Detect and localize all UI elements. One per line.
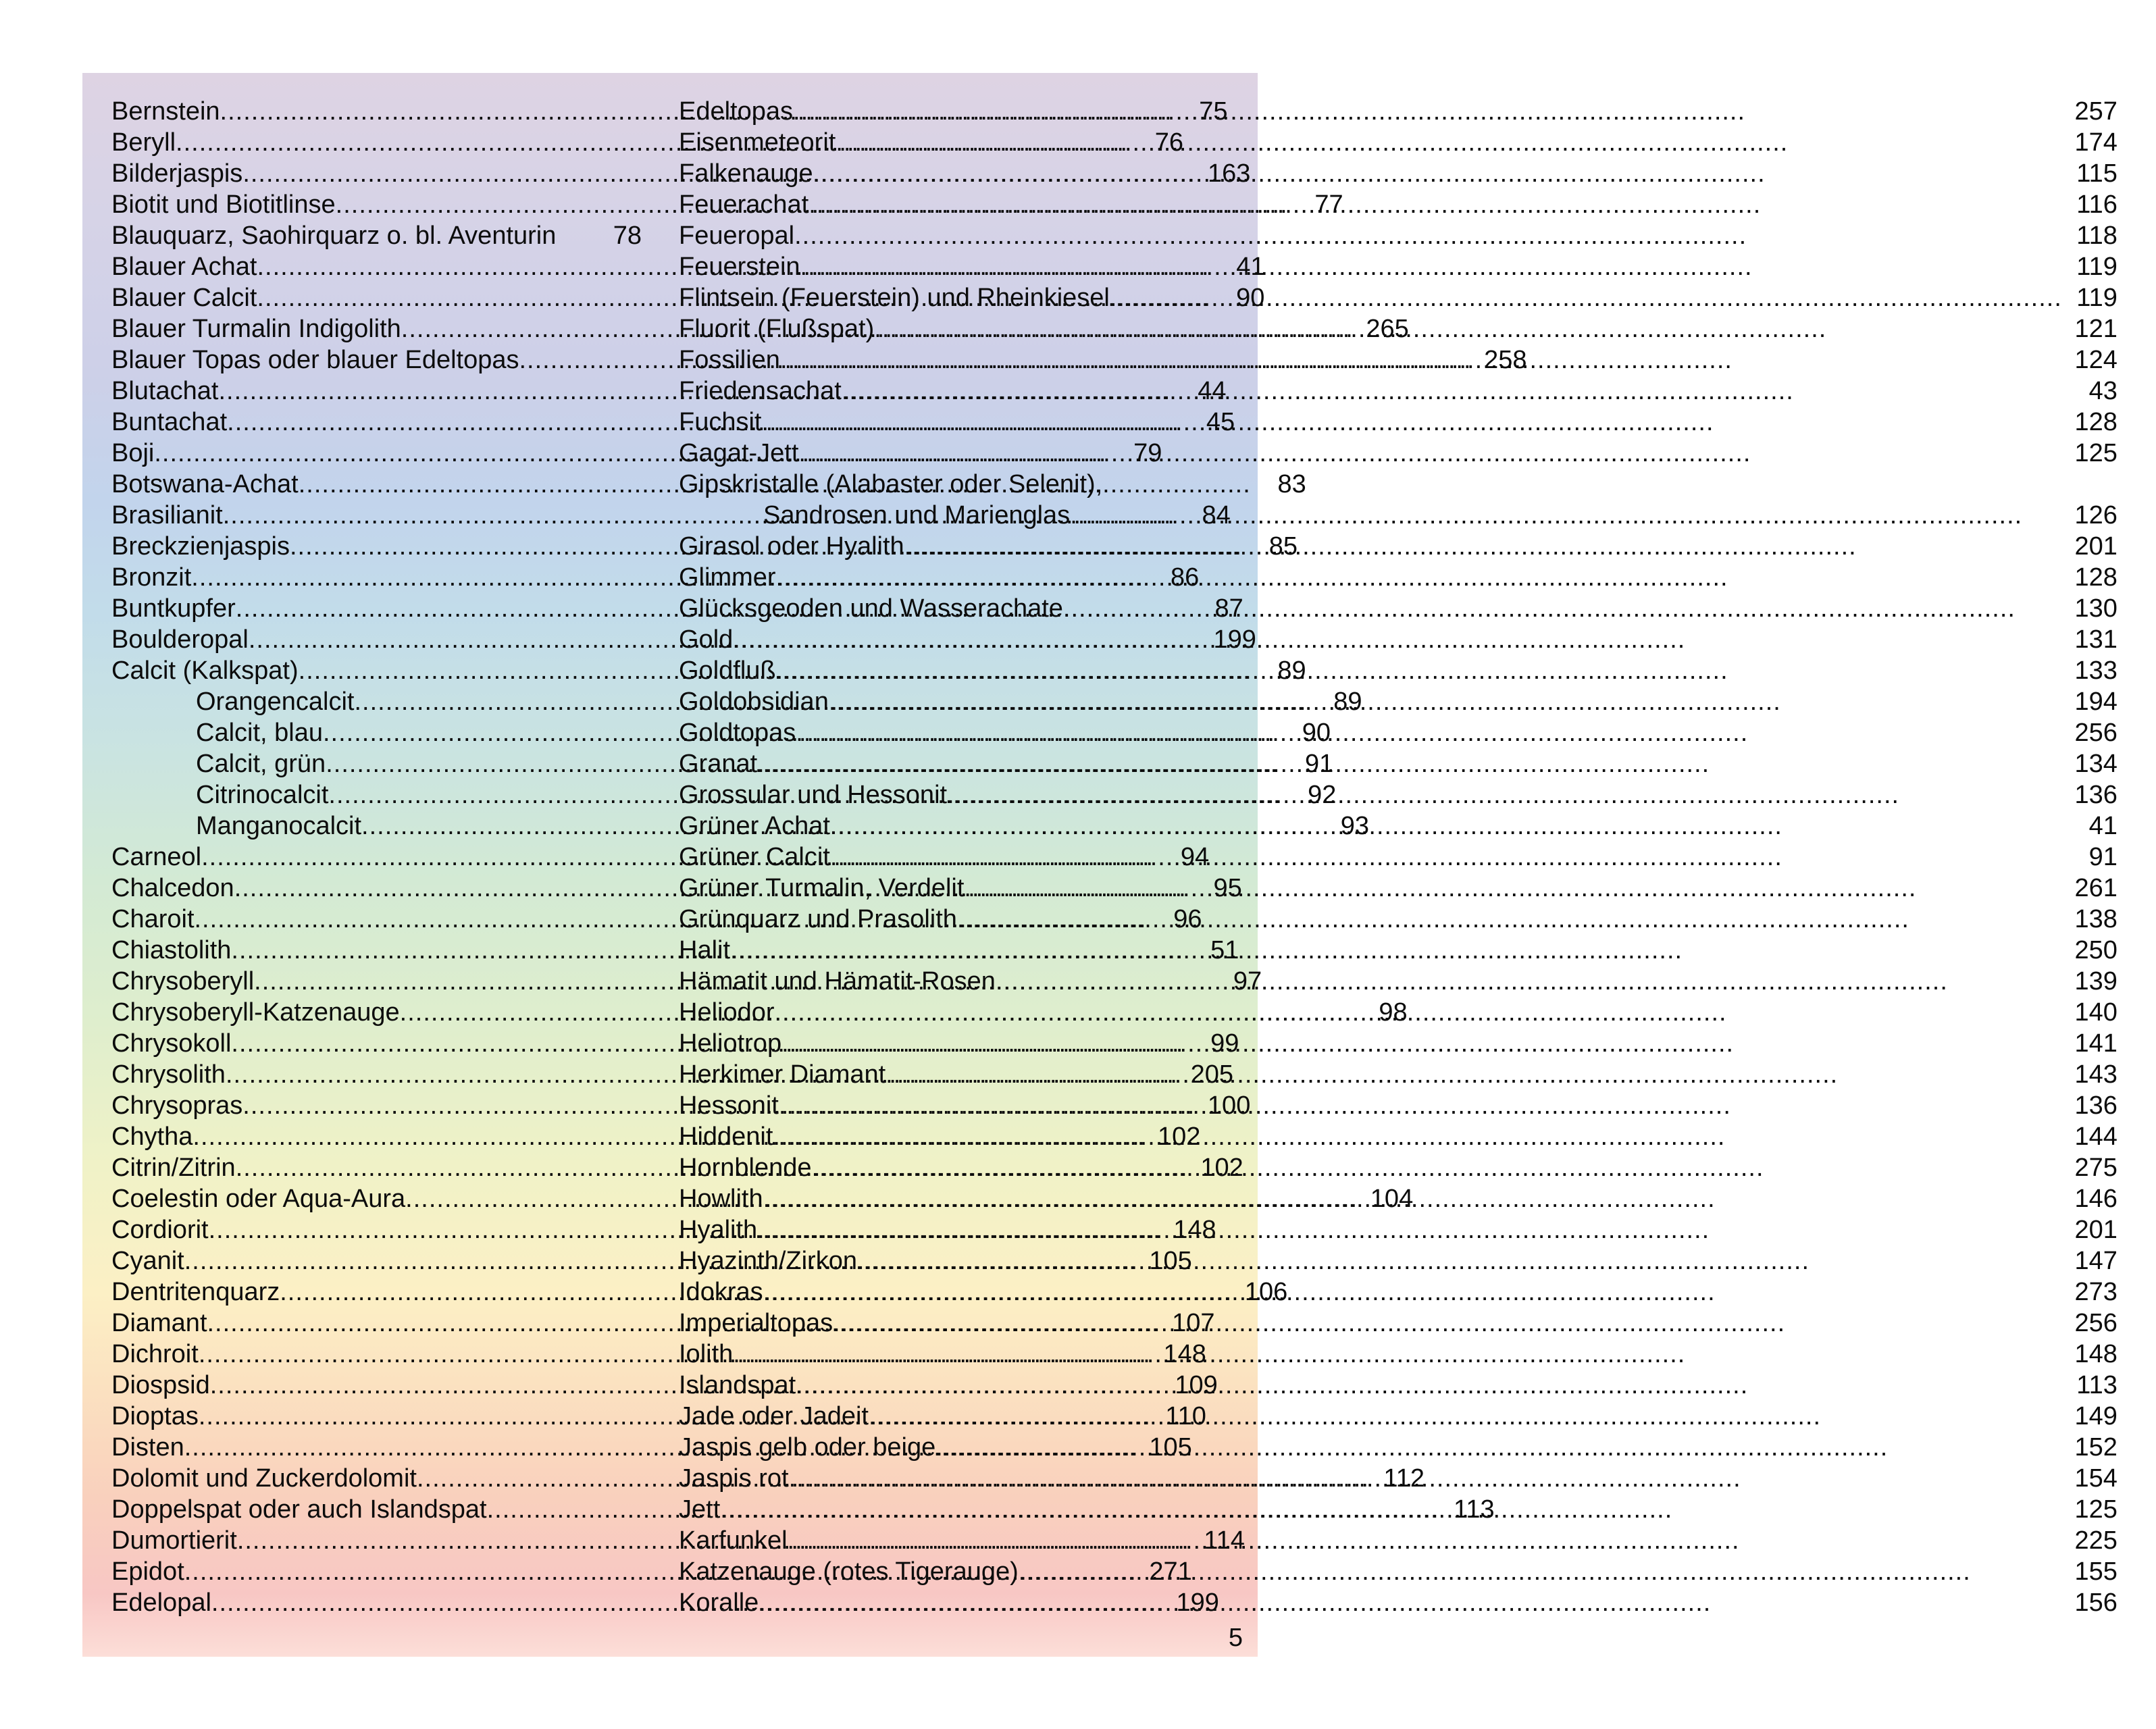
entry-label: Edeltopas bbox=[679, 97, 794, 126]
entry-label: Friedensachat bbox=[679, 377, 842, 405]
entry-page-number: 75 bbox=[1199, 97, 1228, 126]
dot-leader bbox=[800, 251, 2062, 282]
entry-page-number: 155 bbox=[2074, 1557, 2118, 1586]
entry-label: Dolomit und Zuckerdolomit bbox=[111, 1464, 417, 1493]
entry-label: Blauer Turmalin Indigolith bbox=[111, 315, 401, 343]
entry-label: Bernstein bbox=[111, 97, 220, 126]
index-page-sheet bbox=[82, 73, 2118, 1657]
entry-label: Bronzit bbox=[111, 563, 192, 592]
entry-page-number: 146 bbox=[2074, 1185, 2118, 1213]
index-entry bbox=[679, 562, 2118, 593]
dot-leader bbox=[776, 562, 2062, 593]
dot-leader bbox=[935, 1432, 2062, 1463]
index-entry bbox=[679, 873, 2118, 904]
entry-page-number: 174 bbox=[2074, 128, 2118, 157]
entry-label: Fossilien bbox=[679, 346, 780, 374]
entry-page-number: 41 bbox=[2088, 812, 2118, 840]
entry-page-number: 113 bbox=[2076, 1371, 2118, 1399]
entry-page-number: 102 bbox=[1158, 1122, 1201, 1151]
index-entry bbox=[679, 1494, 2118, 1525]
index-entry bbox=[679, 1245, 2118, 1276]
dot-leader bbox=[830, 842, 2062, 873]
entry-label: Diamant bbox=[111, 1309, 207, 1337]
entry-page-number: 250 bbox=[2074, 936, 2118, 964]
entry-page-number: 97 bbox=[1233, 967, 1262, 996]
entry-label: Cyanit bbox=[111, 1247, 184, 1275]
entry-label: Chytha bbox=[111, 1122, 193, 1151]
entry-page-number: 144 bbox=[2074, 1122, 2118, 1151]
index-entry bbox=[679, 344, 2118, 376]
entry-page-number: 109 bbox=[1175, 1371, 1218, 1399]
dot-leader bbox=[757, 748, 2062, 779]
entry-page-number: 87 bbox=[1214, 594, 1243, 623]
entry-label: Charoit bbox=[111, 905, 195, 933]
entry-label: Koralle bbox=[679, 1589, 759, 1617]
entry-label: Goldobsidian bbox=[679, 688, 829, 716]
entry-label: Dioptas bbox=[111, 1402, 199, 1430]
entry-label: Diospsid bbox=[111, 1371, 210, 1399]
entry-label: Buntachat bbox=[111, 408, 228, 436]
entry-page-number: 136 bbox=[2074, 1091, 2118, 1120]
entry-label: Jade oder Jadeit bbox=[679, 1402, 869, 1430]
index-entry bbox=[679, 779, 2118, 810]
dot-leader bbox=[1110, 282, 2062, 313]
dot-leader bbox=[904, 531, 2062, 562]
index-entry bbox=[679, 1587, 2118, 1618]
entry-label: Blauer Calcit bbox=[111, 284, 257, 312]
entry-label: Beryll bbox=[111, 128, 176, 157]
entry-page-number: 93 bbox=[1340, 812, 1370, 840]
entry-page-number: 105 bbox=[1149, 1433, 1192, 1462]
dot-leader bbox=[794, 220, 2062, 251]
index-entry bbox=[679, 313, 2118, 344]
dot-leader bbox=[833, 1308, 2062, 1339]
entry-page-number: 148 bbox=[1163, 1340, 1206, 1368]
entry-label: Chrysokoll bbox=[111, 1029, 232, 1058]
entry-label: Gipskristalle (Alabaster oder Selenit), bbox=[679, 470, 1103, 498]
entry-page-number: 110 bbox=[1165, 1402, 1206, 1430]
entry-page-number: 114 bbox=[1204, 1526, 1245, 1555]
entry-page-number: 95 bbox=[1213, 874, 1242, 902]
entry-label: Grüner Achat bbox=[679, 812, 830, 840]
entry-page-number: 78 bbox=[613, 222, 642, 250]
entry-page-number: 133 bbox=[2074, 656, 2118, 685]
index-entry bbox=[679, 96, 2118, 127]
index-entry bbox=[679, 624, 2118, 655]
dot-leader bbox=[964, 873, 2061, 904]
entry-page-number: 119 bbox=[2076, 284, 2118, 312]
dot-leader bbox=[829, 686, 2062, 717]
entry-label: Katzenauge (rotes Tigerauge) bbox=[679, 1557, 1019, 1586]
entry-label: Jaspis gelb oder beige bbox=[679, 1433, 936, 1462]
entry-page-number: 92 bbox=[1308, 781, 1337, 809]
entry-page-number: 256 bbox=[2074, 1309, 2118, 1337]
entry-label: Cordiorit bbox=[111, 1216, 209, 1244]
index-entry bbox=[679, 282, 2118, 313]
entry-page-number: 94 bbox=[1180, 843, 1210, 871]
dot-leader bbox=[957, 904, 2062, 935]
entry-page-number: 118 bbox=[2076, 222, 2118, 250]
entry-label: Hiddenit bbox=[679, 1122, 773, 1151]
dot-leader bbox=[776, 655, 2062, 686]
index-entry bbox=[679, 1276, 2118, 1308]
index-entry bbox=[679, 904, 2118, 935]
entry-label: Doppelspat oder auch Islandspat bbox=[111, 1495, 487, 1524]
entry-label: Glimmer bbox=[679, 563, 776, 592]
index-entry bbox=[679, 686, 2118, 717]
index-entry bbox=[679, 469, 2118, 500]
entry-label: Chrysoberyll bbox=[111, 967, 255, 996]
entry-page-number: 138 bbox=[2074, 905, 2118, 933]
dot-leader bbox=[730, 935, 2062, 966]
index-entry bbox=[679, 500, 2118, 531]
index-entry bbox=[679, 966, 2118, 997]
index-column-right bbox=[661, 73, 2156, 1657]
index-entry bbox=[679, 1339, 2118, 1370]
index-entry bbox=[679, 1028, 2118, 1059]
entry-label: Imperialtopas bbox=[679, 1309, 833, 1337]
entry-label: Grünquarz und Prasolith bbox=[679, 905, 957, 933]
index-entry bbox=[679, 1059, 2118, 1090]
dot-leader bbox=[779, 1090, 2062, 1121]
entry-page-number: 91 bbox=[2088, 843, 2118, 871]
index-entry bbox=[679, 935, 2118, 966]
dot-leader bbox=[869, 1401, 2062, 1432]
entry-label: Hyazinth/Zirkon bbox=[679, 1247, 857, 1275]
dot-leader bbox=[798, 438, 2061, 469]
index-entry bbox=[679, 717, 2118, 748]
entry-label: Hyalith bbox=[679, 1216, 758, 1244]
entry-label: Blauquarz, Saohirquarz o. bl. Aventurin bbox=[111, 222, 557, 250]
index-entry bbox=[679, 1525, 2118, 1556]
entry-page-number: 275 bbox=[2074, 1154, 2118, 1182]
entry-page-number: 90 bbox=[1302, 719, 1331, 747]
entry-label: Disten bbox=[111, 1433, 184, 1462]
index-entry bbox=[679, 1401, 2118, 1432]
entry-label: Islandspat bbox=[679, 1371, 796, 1399]
entry-label: Flintsein (Feuerstein) und Rheinkiesel bbox=[679, 284, 1110, 312]
entry-label: Jaspis rot bbox=[679, 1464, 789, 1493]
entry-page-number: 84 bbox=[1202, 501, 1231, 530]
dot-leader bbox=[1070, 500, 2062, 531]
entry-page-number: 273 bbox=[2074, 1278, 2118, 1306]
entry-page-number: 89 bbox=[1277, 656, 1306, 685]
entry-label: Blauer Topas oder blauer Edeltopas bbox=[111, 346, 519, 374]
entry-label: Feuerachat bbox=[679, 190, 809, 219]
entry-label: Hornblende bbox=[679, 1154, 812, 1182]
entry-page-number: 128 bbox=[2074, 408, 2118, 436]
entry-label: Dichroit bbox=[111, 1340, 199, 1368]
dot-leader bbox=[886, 1059, 2062, 1090]
dot-leader bbox=[796, 717, 2062, 748]
index-entry bbox=[679, 1556, 2118, 1587]
entry-label: Coelestin oder Aqua-Aura bbox=[111, 1185, 406, 1213]
entry-page-number: 201 bbox=[2074, 532, 2118, 561]
entry-page-number: 106 bbox=[1244, 1278, 1288, 1306]
index-entry bbox=[679, 997, 2118, 1028]
dot-leader bbox=[759, 1587, 2062, 1618]
entry-page-number: 136 bbox=[2074, 781, 2118, 809]
dot-leader bbox=[1063, 593, 2062, 624]
entry-page-number: 76 bbox=[1154, 128, 1184, 157]
entry-label: Gold bbox=[679, 625, 734, 654]
entry-page-number: 91 bbox=[1304, 750, 1334, 778]
dot-leader bbox=[763, 1276, 2062, 1308]
entry-page-number: 96 bbox=[1173, 905, 1202, 933]
dot-leader bbox=[830, 810, 2062, 842]
dot-leader bbox=[781, 1028, 2062, 1059]
entry-page-number: 140 bbox=[2074, 998, 2118, 1027]
index-entry bbox=[679, 158, 2118, 189]
entry-page-number: 83 bbox=[1277, 470, 1306, 498]
entry-page-number: 257 bbox=[2074, 97, 2118, 126]
entry-page-number: 163 bbox=[1207, 159, 1251, 188]
dot-leader bbox=[789, 1463, 2062, 1494]
entry-label: Brasilianit bbox=[111, 501, 223, 530]
dot-leader bbox=[733, 624, 2062, 655]
index-entry bbox=[679, 655, 2118, 686]
entry-label: Jett bbox=[679, 1495, 721, 1524]
entry-page-number: 261 bbox=[2074, 874, 2118, 902]
entry-page-number: 152 bbox=[2074, 1433, 2118, 1462]
dot-leader bbox=[811, 1152, 2061, 1183]
entry-page-number: 139 bbox=[2074, 967, 2118, 996]
entry-label: Calcit, blau bbox=[196, 719, 323, 747]
entry-page-number: 256 bbox=[2074, 719, 2118, 747]
index-entry bbox=[679, 251, 2118, 282]
entry-label: Gagat-Jett bbox=[679, 439, 799, 467]
entry-page-number: 125 bbox=[2074, 1495, 2118, 1524]
index-entry bbox=[679, 593, 2118, 624]
entry-page-number: 156 bbox=[2074, 1589, 2118, 1617]
entry-label: Biotit und Biotitlinse bbox=[111, 190, 336, 219]
entry-page-number: 86 bbox=[1171, 563, 1200, 592]
index-entry bbox=[679, 1152, 2118, 1183]
entry-page-number: 41 bbox=[1236, 253, 1265, 281]
entry-page-number: 126 bbox=[2074, 501, 2118, 530]
entry-page-number: 124 bbox=[2074, 346, 2118, 374]
entry-page-number: 130 bbox=[2074, 594, 2118, 623]
index-entry bbox=[679, 220, 2118, 251]
entry-page-number: 113 bbox=[1454, 1495, 1495, 1524]
dot-leader bbox=[793, 96, 2062, 127]
index-entry bbox=[679, 842, 2118, 873]
index-entry bbox=[679, 438, 2118, 469]
dot-leader bbox=[947, 779, 2062, 810]
entry-page-number: 225 bbox=[2074, 1526, 2118, 1555]
dot-leader bbox=[996, 966, 2062, 997]
entry-page-number: 149 bbox=[2074, 1402, 2118, 1430]
entry-label: Manganocalcit bbox=[196, 812, 362, 840]
index-entry bbox=[679, 748, 2118, 779]
entry-page-number: 102 bbox=[1200, 1154, 1243, 1182]
entry-label: Feuerstein bbox=[679, 253, 800, 281]
entry-page-number: 199 bbox=[1213, 625, 1256, 654]
entry-label: Chrysolith bbox=[111, 1060, 226, 1089]
index-entry bbox=[679, 1214, 2118, 1245]
dot-leader bbox=[757, 1214, 2062, 1245]
entry-page-number: 125 bbox=[2074, 439, 2118, 467]
index-entry bbox=[679, 1370, 2118, 1401]
entry-label: Buntkupfer bbox=[111, 594, 236, 623]
dot-leader bbox=[874, 313, 2062, 344]
entry-page-number: 100 bbox=[1207, 1091, 1251, 1120]
entry-label: Heliodor bbox=[679, 998, 775, 1027]
dot-leader bbox=[720, 1494, 2062, 1525]
index-entry bbox=[679, 407, 2118, 438]
entry-label: Feueropal bbox=[679, 222, 795, 250]
entry-label: Citrinocalcit bbox=[196, 781, 329, 809]
entry-page-number: 148 bbox=[1173, 1216, 1216, 1244]
index-entry bbox=[679, 189, 2118, 220]
entry-page-number: 265 bbox=[1366, 315, 1409, 343]
index-entry bbox=[679, 531, 2118, 562]
entry-label: Botswana-Achat bbox=[111, 470, 299, 498]
entry-label: Goldfluß bbox=[679, 656, 776, 685]
dot-leader bbox=[733, 1339, 2062, 1370]
entry-page-number: 90 bbox=[1236, 284, 1265, 312]
entry-page-number: 51 bbox=[1210, 936, 1239, 964]
entry-label: Calcit (Kalkspat) bbox=[111, 656, 299, 685]
entry-page-number: 119 bbox=[2076, 253, 2118, 281]
dot-leader bbox=[775, 997, 2062, 1028]
entry-page-number: 258 bbox=[1484, 346, 1527, 374]
entry-label: Calcit, grün bbox=[196, 750, 326, 778]
entry-page-number: 143 bbox=[2074, 1060, 2118, 1089]
entry-label: Blauer Achat bbox=[111, 253, 257, 281]
entry-label: Dumortierit bbox=[111, 1526, 237, 1555]
entry-page-number: 99 bbox=[1210, 1029, 1239, 1058]
index-entry bbox=[679, 1432, 2118, 1463]
entry-label: Howlith bbox=[679, 1185, 763, 1213]
entry-label: Chiastolith bbox=[111, 936, 232, 964]
entry-label: Girasol oder Hyalith bbox=[679, 532, 904, 561]
entry-label: Chalcedon bbox=[111, 874, 234, 902]
entry-page-number: 141 bbox=[2074, 1029, 2118, 1058]
entry-label: Breckzienjaspis bbox=[111, 532, 290, 561]
dot-leader bbox=[857, 1245, 2062, 1276]
entry-page-number: 205 bbox=[1190, 1060, 1233, 1089]
entry-label: Boulderopal bbox=[111, 625, 249, 654]
index-entry bbox=[679, 1183, 2118, 1214]
entry-page-number: 79 bbox=[1133, 439, 1162, 467]
entry-label: Heliotrop bbox=[679, 1029, 782, 1058]
entry-page-number: 77 bbox=[1314, 190, 1343, 219]
index-entry bbox=[111, 220, 642, 251]
page-number-folio: 5 bbox=[1228, 1624, 1243, 1652]
entry-page-number: 105 bbox=[1149, 1247, 1192, 1275]
entry-label: Karfunkel bbox=[679, 1526, 788, 1555]
entry-label: Epidot bbox=[111, 1557, 184, 1586]
entry-label: Edelopal bbox=[111, 1589, 211, 1617]
entry-page-number: 44 bbox=[1198, 377, 1227, 405]
entry-label: Hessonit bbox=[679, 1091, 779, 1120]
entry-label: Grüner Calcit bbox=[679, 843, 830, 871]
entry-label: Dentritenquarz bbox=[111, 1278, 280, 1306]
entry-label: Herkimer Diamant bbox=[679, 1060, 886, 1089]
index-entry bbox=[679, 810, 2118, 842]
entry-label: Iolith bbox=[679, 1340, 734, 1368]
dot-leader bbox=[836, 127, 2062, 158]
entry-page-number: 121 bbox=[2074, 315, 2118, 343]
entry-page-number: 271 bbox=[1149, 1557, 1192, 1586]
entry-page-number: 85 bbox=[1268, 532, 1298, 561]
entry-page-number: 199 bbox=[1176, 1589, 1219, 1617]
entry-label: Orangencalcit bbox=[196, 688, 355, 716]
entry-label: Glücksgeoden und Wasserachate bbox=[679, 594, 1063, 623]
entry-label: Chrysoberyll-Katzenauge bbox=[111, 998, 400, 1027]
dot-leader bbox=[813, 158, 2062, 189]
entry-label: Falkenauge bbox=[679, 159, 813, 188]
entry-label: Chrysopras bbox=[111, 1091, 243, 1120]
index-entry bbox=[679, 1308, 2118, 1339]
entry-page-number: 194 bbox=[2074, 688, 2118, 716]
dot-leader bbox=[1019, 1556, 2062, 1587]
dot-leader bbox=[788, 1525, 2062, 1556]
entry-page-number: 104 bbox=[1370, 1185, 1414, 1213]
entry-page-number: 115 bbox=[2076, 159, 2118, 188]
entry-page-number: 98 bbox=[1379, 998, 1408, 1027]
entry-label: Sandrosen und Marienglas bbox=[763, 501, 1071, 530]
entry-page-number: 154 bbox=[2074, 1464, 2118, 1493]
entry-page-number: 107 bbox=[1172, 1309, 1215, 1337]
entry-label: Hämatit und Hämatit-Rosen bbox=[679, 967, 996, 996]
entry-page-number: 116 bbox=[2076, 190, 2118, 219]
index-entry bbox=[679, 1090, 2118, 1121]
dot-leader bbox=[842, 376, 2062, 407]
entry-page-number: 43 bbox=[2088, 377, 2118, 405]
index-entry bbox=[679, 1463, 2118, 1494]
dot-leader bbox=[796, 1370, 2062, 1401]
entry-label: Fluorit (Flußspat) bbox=[679, 315, 875, 343]
dot-leader bbox=[773, 1121, 2061, 1152]
entry-label: Bilderjaspis bbox=[111, 159, 243, 188]
entry-page-number: 201 bbox=[2074, 1216, 2118, 1244]
entry-label: Grossular und Hessonit bbox=[679, 781, 948, 809]
entry-label: Fuchsit bbox=[679, 408, 762, 436]
entry-page-number: 131 bbox=[2074, 625, 2118, 654]
entry-page-number: 89 bbox=[1333, 688, 1362, 716]
entry-label: Citrin/Zitrin bbox=[111, 1154, 236, 1182]
entry-page-number: 147 bbox=[2074, 1247, 2118, 1275]
entry-page-number: 134 bbox=[2074, 750, 2118, 778]
entry-label: Blutachat bbox=[111, 377, 219, 405]
entry-label: Boji bbox=[111, 439, 155, 467]
entry-page-number: 148 bbox=[2074, 1340, 2118, 1368]
entry-label: Halit bbox=[679, 936, 731, 964]
index-entry bbox=[679, 127, 2118, 158]
entry-label: Goldtopas bbox=[679, 719, 796, 747]
dot-leader bbox=[763, 1183, 2062, 1214]
dot-leader bbox=[780, 344, 2062, 376]
dot-leader bbox=[808, 189, 2062, 220]
entry-label: Granat bbox=[679, 750, 758, 778]
dot-leader bbox=[761, 407, 2061, 438]
entry-label: Eisenmeteorit bbox=[679, 128, 836, 157]
entry-label: Idokras bbox=[679, 1278, 763, 1306]
index-entry bbox=[679, 1121, 2118, 1152]
index-entry bbox=[679, 376, 2118, 407]
entry-label: Carneol bbox=[111, 843, 202, 871]
entry-label: Grüner Turmalin, Verdelit bbox=[679, 874, 965, 902]
entry-page-number: 112 bbox=[1383, 1464, 1424, 1493]
entry-page-number: 45 bbox=[1206, 408, 1235, 436]
entry-page-number: 128 bbox=[2074, 563, 2118, 592]
